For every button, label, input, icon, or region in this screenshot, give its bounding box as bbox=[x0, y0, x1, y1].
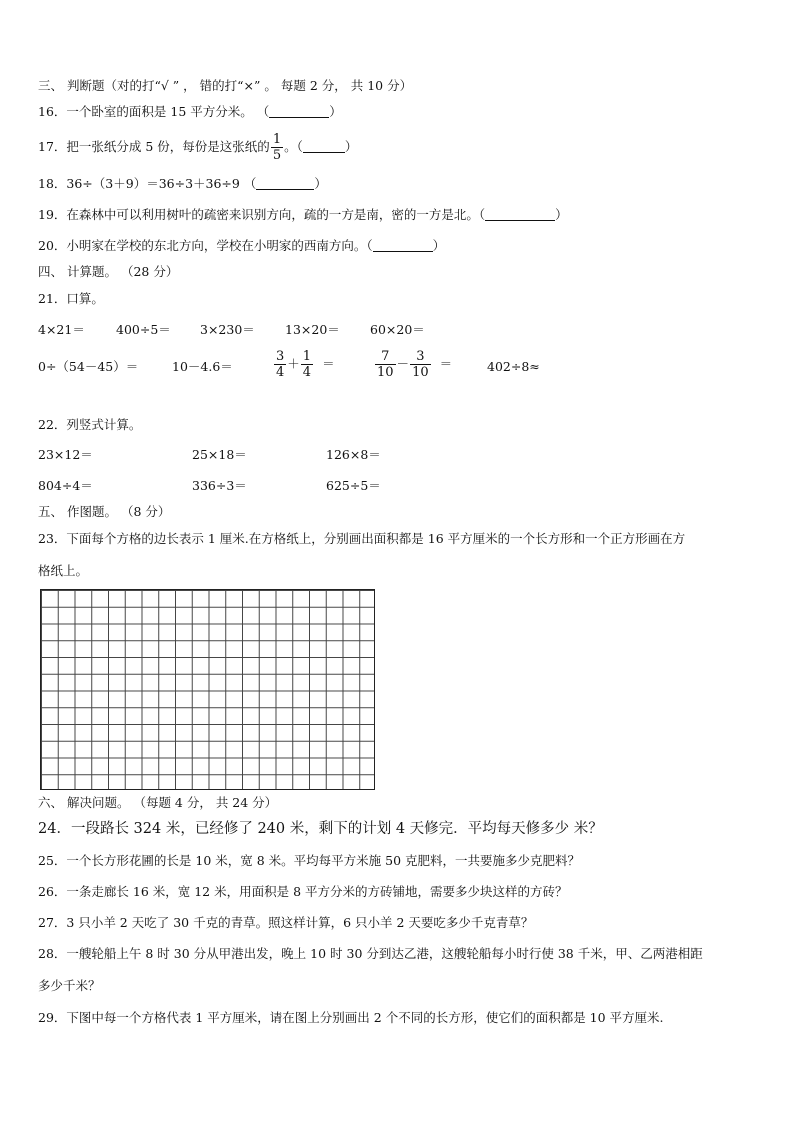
question-25: 25．一个长方形花圃的长是 10 米，宽 8 米。平均每平方米施 50 克肥料，一共要施多少克肥料？ bbox=[38, 853, 581, 868]
square-grid-paper[interactable] bbox=[40, 589, 375, 790]
oral-calc-3: 3×230＝ bbox=[200, 322, 255, 337]
question-17: 17．把一张纸分成 5 份，每份是这张纸的 $\frac{1}{5}$ 。（ ） bbox=[38, 132, 358, 163]
oral-calc-9: $\frac{7}{10}$ － $\frac{3}{10}$ ＝ bbox=[377, 349, 453, 380]
question-23-line2: 格纸上。 bbox=[38, 563, 89, 578]
question-20: 20．小明家在学校的东北方向，学校在小明家的西南方向。（ ） bbox=[38, 238, 446, 253]
question-19: 19．在森林中可以利用树叶的疏密来识别方向，疏的一方是南，密的一方是北。（ ） bbox=[38, 207, 568, 222]
question-28-line1: 28．一艘轮船上午 8 时 30 分从甲港出发，晚上 10 时 30 分到达乙港，这艘轮船每小时行使 38 千米，甲、乙两港相距 bbox=[38, 946, 703, 961]
section5-header: 五、 作图题。 （8 分） bbox=[38, 504, 171, 519]
section4-header: 四、 计算题。 （28 分） bbox=[38, 264, 179, 279]
answer-blank-17[interactable] bbox=[303, 140, 345, 153]
oral-calc-10: 402÷8≈ bbox=[487, 359, 540, 374]
oral-calc-2: 400÷5＝ bbox=[116, 322, 171, 337]
fraction-three-quarters: $\frac{3}{4}$ bbox=[276, 349, 285, 380]
fraction-one-quarter: $\frac{1}{4}$ bbox=[302, 349, 312, 380]
question-26: 26．一条走廊长 16 米，宽 12 米，用面积是 8 平方分米的方砖铺地，需要多少块这样的方砖？ bbox=[38, 884, 568, 899]
answer-blank-16[interactable] bbox=[269, 105, 329, 118]
question-21: 21．口算。 bbox=[38, 291, 104, 306]
vertical-calc-4: 804÷4＝ bbox=[38, 478, 93, 493]
vertical-calc-5: 336÷3＝ bbox=[192, 478, 247, 493]
vertical-calc-2: 25×18＝ bbox=[192, 447, 247, 462]
fraction-three-tenths: $\frac{3}{10}$ bbox=[412, 349, 429, 380]
vertical-calc-1: 23×12＝ bbox=[38, 447, 93, 462]
vertical-calc-6: 625÷5＝ bbox=[326, 478, 381, 493]
question-29: 29．下图中每一个方格代表 1 平方厘米，请在图上分别画出 2 个不同的长方形，使它们的面积都是 10 平方厘米. bbox=[38, 1010, 664, 1025]
section3-header: 三、 判断题（对的打“√ ” ， 错的打“×” 。 每题 2 分， 共 10 分） bbox=[38, 78, 413, 93]
question-23-line1: 23．下面每个方格的边长表示 1 厘米.在方格纸上，分别画出面积都是 16 平方厘米的一个长方形和一个正方形画在方 bbox=[38, 531, 686, 546]
oral-calc-8: $\frac{3}{4}$ ＋ $\frac{1}{4}$ ＝ bbox=[276, 349, 335, 380]
fraction-one-fifth: $\frac{1}{5}$ bbox=[272, 132, 282, 163]
question-18: 18．36÷（3＋9）＝36÷3＋36÷9 （ ） bbox=[38, 176, 327, 191]
question-24: 24．一段路长 324 米，已经修了 240 米，剩下的计划 4 天修完．平均每天修多少 米？ bbox=[38, 821, 603, 837]
question-28-line2: 多少千米？ bbox=[38, 978, 101, 993]
section6-header: 六、 解决问题。 （每题 4 分， 共 24 分） bbox=[38, 795, 278, 810]
oral-calc-1: 4×21＝ bbox=[38, 322, 85, 337]
oral-calc-4: 13×20＝ bbox=[285, 322, 340, 337]
oral-calc-5: 60×20＝ bbox=[370, 322, 425, 337]
question-16: 16．一个卧室的面积是 15 平方分米。 （ ） bbox=[38, 104, 342, 119]
question-27: 27．3 只小羊 2 天吃了 30 千克的青草。照这样计算，6 只小羊 2 天要吃多少千克青草？ bbox=[38, 915, 534, 930]
answer-blank-20[interactable] bbox=[373, 239, 433, 252]
answer-blank-19[interactable] bbox=[485, 208, 555, 221]
oral-calc-6: 0÷（54－45）＝ bbox=[38, 359, 139, 374]
answer-blank-18[interactable] bbox=[256, 177, 314, 190]
fraction-seven-tenths: $\frac{7}{10}$ bbox=[377, 349, 394, 380]
question-22: 22．列竖式计算。 bbox=[38, 417, 142, 432]
oral-calc-7: 10－4.6＝ bbox=[172, 359, 233, 374]
vertical-calc-3: 126×8＝ bbox=[326, 447, 381, 462]
